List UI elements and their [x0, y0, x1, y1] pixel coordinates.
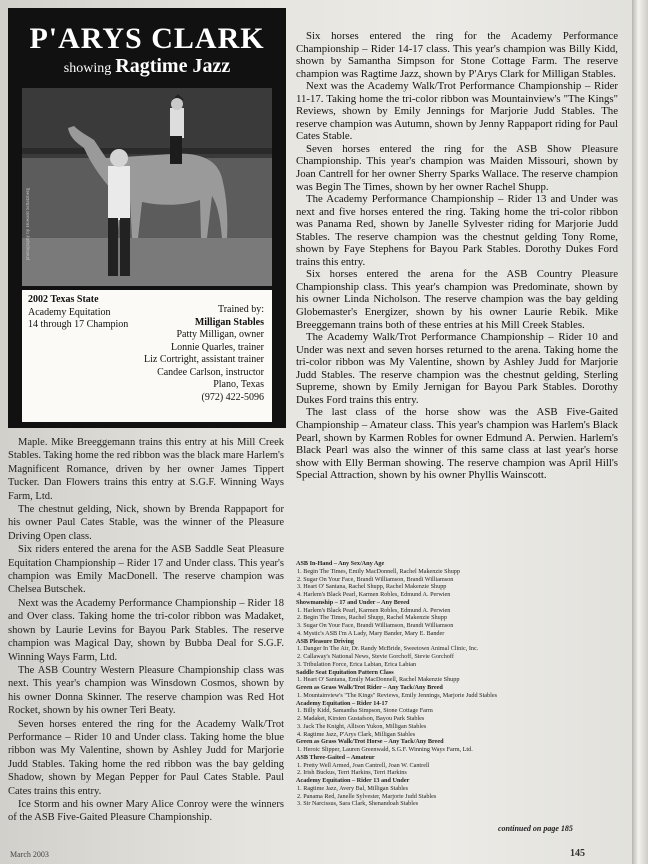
caption-line: Patty Milligan, owner	[176, 329, 264, 340]
ad-rider-name: P'ARYS CLARK	[29, 22, 265, 55]
trainer-heading: Trained by:	[217, 304, 264, 315]
result-entry: 2. Madaket, Kirsten Gustafson, Bayou Park Stables	[297, 715, 425, 722]
caption-line: Lonnie Quarles, trainer	[170, 341, 264, 353]
paragraph: Maple. Mike Breeggemann trains this entry at his Mill Creek Stables. Taking home the red ribbon was the black mare Harlem's Magnificent Romance, driven by her owner James Tippert Tucker. Dan Flowers trains this entry at S.G.F. Winning Ways Farm, Ltd.	[8, 437, 284, 502]
paragraph: Seven horses entered the ring for the ASB Show Pleasure Championship. This year's champion was Maiden Missouri, shown by Joan Cantrell for her owner Sherry Sparks Wallace. The reserve champion was Begin The Times, shown by her owner Rachel Shupp.	[296, 142, 618, 193]
ad-subtitle	[8, 55, 286, 78]
page-edge	[632, 0, 648, 864]
ad-photo	[22, 88, 272, 286]
advertisement	[8, 8, 286, 428]
result-class-heading: Green as Grass Walk/Trot Rider – Any Tack/Any Breed	[296, 684, 443, 691]
result-entry: 1. Harlem's Black Pearl, Karmen Robles, Edmund A. Perwien	[297, 606, 451, 614]
right-column-text	[296, 30, 618, 482]
ad-horse-name: Ragtime Jazz	[115, 55, 231, 77]
caption-line: 14 through 17 Champion	[28, 319, 129, 330]
left-column-text	[8, 436, 284, 825]
result-entry: 2. Begin The Times, Rachel Shupp, Rachel Makenzie Shupp	[297, 614, 447, 622]
paragraph: Ice Storm and his owner Mary Alice Conroy were the winners of the ASB Five-Gaited Pleasure Championship.	[8, 798, 284, 824]
paragraph: Six horses entered the arena for the ASB Country Pleasure Championship class. This year's champion was Predominate, shown by his owner Linda Nicholson. The reserve champion was the bay gelding Globemaster's Energizer, shown by his owner Laurie Rebik. Mike Breeggemann trains both of these entries at his Mill Creek Stables.	[296, 268, 618, 331]
paragraph: The chestnut gelding, Nick, shown by Brenda Rappaport for his owner Paul Cates Stable, was the winner of the Pleasure Driving Open class.	[8, 504, 284, 542]
result-entry: 1. Billy Kidd, Samantha Simpson, Stone Cottage Farm	[297, 707, 433, 715]
result-entry: 4. Mystic's ASB I'm A Lady, Mary Bander, Mary E. Bander	[297, 629, 445, 637]
caption-line: Liz Cortright, assistant trainer	[144, 354, 264, 365]
result-entry: 3. Sir Narcissus, Sara Clark, Shenandoah Stables	[297, 800, 419, 808]
paragraph: The ASB Country Western Pleasure Championship class was next. This year's champion was Winsdown Cosmos, shown by his owner Donna Skinner. The reserve champion was Red Hot Rocket, shown by his owner Teri Beaty.	[8, 664, 284, 717]
result-entry: 1. Heart O' Santana, Emily MacDonnell, Rachel Makenzie Shupp	[297, 676, 460, 684]
continued-note: continued on page 185	[498, 824, 573, 833]
paragraph: Seven horses entered the ring for the Academy Walk/Trot Performance – Rider 10 and Under class. Taking home the blue ribbon was My Valentine, shown by Ashley Judd for Marjorie Judd Stables. Taking home the red ribbon was the bay gelding Shadow, shown by Megan Pepper for Paul Cates Stable. Paul Cates trains this entry.	[8, 718, 284, 797]
result-entry: 2. Panama Red, Janelle Sylvester, Marjorie Judd Stables	[297, 792, 437, 800]
result-entry: 3. Heart O' Santana, Rachel Shupp, Rachel Makenzie Shupp	[297, 583, 447, 591]
caption-line: Plano, Texas	[213, 379, 264, 390]
ad-subtitle-prefix: showing	[63, 61, 112, 76]
caption-line: Candee Carlson, instructor	[157, 366, 264, 378]
paragraph: The Academy Performance Championship – Rider 13 and Under was next and five horses entered the ring. Taking home the tri-color ribbon was Panama Red, shown by Janelle Sylvester riding for Marjorie Judd Stables. The reserve champion was the chestnut gelding Tony Rome, shown by Faye Stephens for Bayou Park Stables. Dorothy Dukes Ford trains this entry.	[296, 193, 618, 268]
result-entry: 3. Sugar On Your Face, Brandi Williamson, Brandi Williamson	[297, 622, 454, 629]
caption-line: Academy Equitation	[28, 306, 111, 318]
caption-title: 2002 Texas State	[28, 294, 99, 305]
result-class-heading: Academy Equitation – Rider 14-17	[296, 699, 388, 707]
result-entry: 1. Pretty Well Armed, Joan Cantrell, Joan W. Cantrell	[297, 761, 430, 769]
result-entry: 3. Jack The Knight, Allison Yukon, Milligan Stables	[297, 722, 427, 730]
result-class-heading: ASB Three-Gaited – Amateur	[296, 753, 375, 761]
result-entry: 2. Irish Buckus, Terri Harkins, Terri Harkins	[297, 769, 407, 777]
result-entry: 4. Harlem's Black Pearl, Karmen Robles, Edmund A. Perwien	[297, 591, 451, 598]
result-entry: 3. Tribulation Force, Erica Labian, Erica Labian	[297, 660, 417, 668]
result-entry: 2. Sugar On Your Face, Brandi Williamson, Brandi Williamson	[297, 575, 454, 583]
stable-name: Milligan Stables	[194, 316, 264, 328]
page-number: 145	[570, 848, 585, 859]
paragraph: The last class of the horse show was the ASB Five-Gaited Championship – Amateur class. This year's champion was Harlem's Black Pearl, shown by Karmen Robles for owner Edmund A. Perwien. Harlem's Black Pearl was also the winner of this same class at last year's horse show with Elly Berman showing. The reserve champion was April Hill's Special Attraction, shown by his owner Phyllis Wainscott.	[296, 406, 618, 482]
result-class-heading: Saddle Seat Equitation Pattern Class	[296, 668, 394, 676]
ad-caption-right	[94, 304, 264, 404]
result-entry: 1. Ragtime Jazz, Avery Bal, Milligan Stables	[297, 784, 409, 792]
photo-credit: photography by Howard Schatzberg	[26, 188, 31, 261]
result-class-heading: Academy Equitation – Rider 13 and Under	[296, 777, 410, 784]
result-entry: 1. Danger In The Air, Dr. Randy McBride, Sweetown Animal Clinic, Inc.	[297, 645, 479, 653]
horse-and-rider-illustration	[22, 88, 272, 286]
result-class-heading: Green as Grass Walk/Trot Horse – Any Tack/Any Breed	[296, 738, 444, 746]
issue-footer: March 2003	[10, 850, 49, 859]
result-class-heading: ASB In-Hand – Any Sex/Any Age	[296, 560, 385, 567]
paragraph: Six riders entered the arena for the ASB Saddle Seat Pleasure Equitation Championship – Rider 17 and Under class. This year's champion was Emily MacDonell. The reserve champion was Chelsea Butschek.	[8, 544, 284, 596]
paragraph: Next was the Academy Performance Championship – Rider 18 and Over class. Taking home the tri-color ribbon was Madaket, shown by Laurie Levins for Bayou Park Stables. The reserve champion was Magical Day, shown by Bubba Deal for S.G.F. Winning Ways Farm, Ltd.	[8, 597, 284, 663]
paragraph: Next was the Academy Walk/Trot Performance Championship – Rider 11-17. Taking home the tri-color ribbon was Mountainview's "The Kings" Reviews, shown by Emily Jennings for Marjorie Judd Stables. The reserve champion was Autumn, shown by Jenny Rappaport riding for Paul Cates Stable.	[296, 80, 618, 143]
result-entry: 1. Begin The Times, Emily MacDonnell, Rachel Makenzie Shupp	[297, 567, 460, 575]
result-entry: 2. Callaway's National News, Stevie Gorchoff, Stevie Gorchoff	[297, 653, 454, 660]
phone-number: (972) 422-5096	[201, 391, 264, 403]
result-entry: 1. Heroic Slipper, Lauren Greenwald, S.G.F. Winning Ways Farm, Ltd.	[297, 746, 473, 753]
ad-caption	[22, 290, 272, 422]
result-class-heading: ASB Pleasure Driving	[296, 637, 354, 645]
result-entry: 4. Ragtime Jazz, P'Arys Clark, Milligan Stables	[297, 730, 416, 738]
paragraph: The Academy Walk/Trot Performance Championship – Rider 10 and Under was next and seven horses returned to the arena. Taking home the tri-color ribbon was My Valentine, shown by Ashley Judd for Marjorie Judd Stables. The reserve champion was the chestnut gelding, Sterling Supreme, shown by Emily Jernigan for Bayou Park Stables. Dorothy Dukes Ford trains this entry.	[296, 331, 618, 406]
results-list	[296, 560, 618, 808]
result-class-heading: Showmanship – 17 and Under – Any Breed	[296, 598, 410, 606]
result-entry: 1. Mountainview's "The Kings" Reviews, Emily Jennings, Marjorie Judd Stables	[297, 691, 498, 699]
paragraph: Six horses entered the ring for the Academy Performance Championship – Rider 14-17 class. This year's champion was Billy Kidd, shown by Samantha Simpson for Stone Cottage Farm. The reserve champion was Ragtime Jazz, shown by P'Arys Clark for Milligan Stables.	[296, 30, 618, 80]
